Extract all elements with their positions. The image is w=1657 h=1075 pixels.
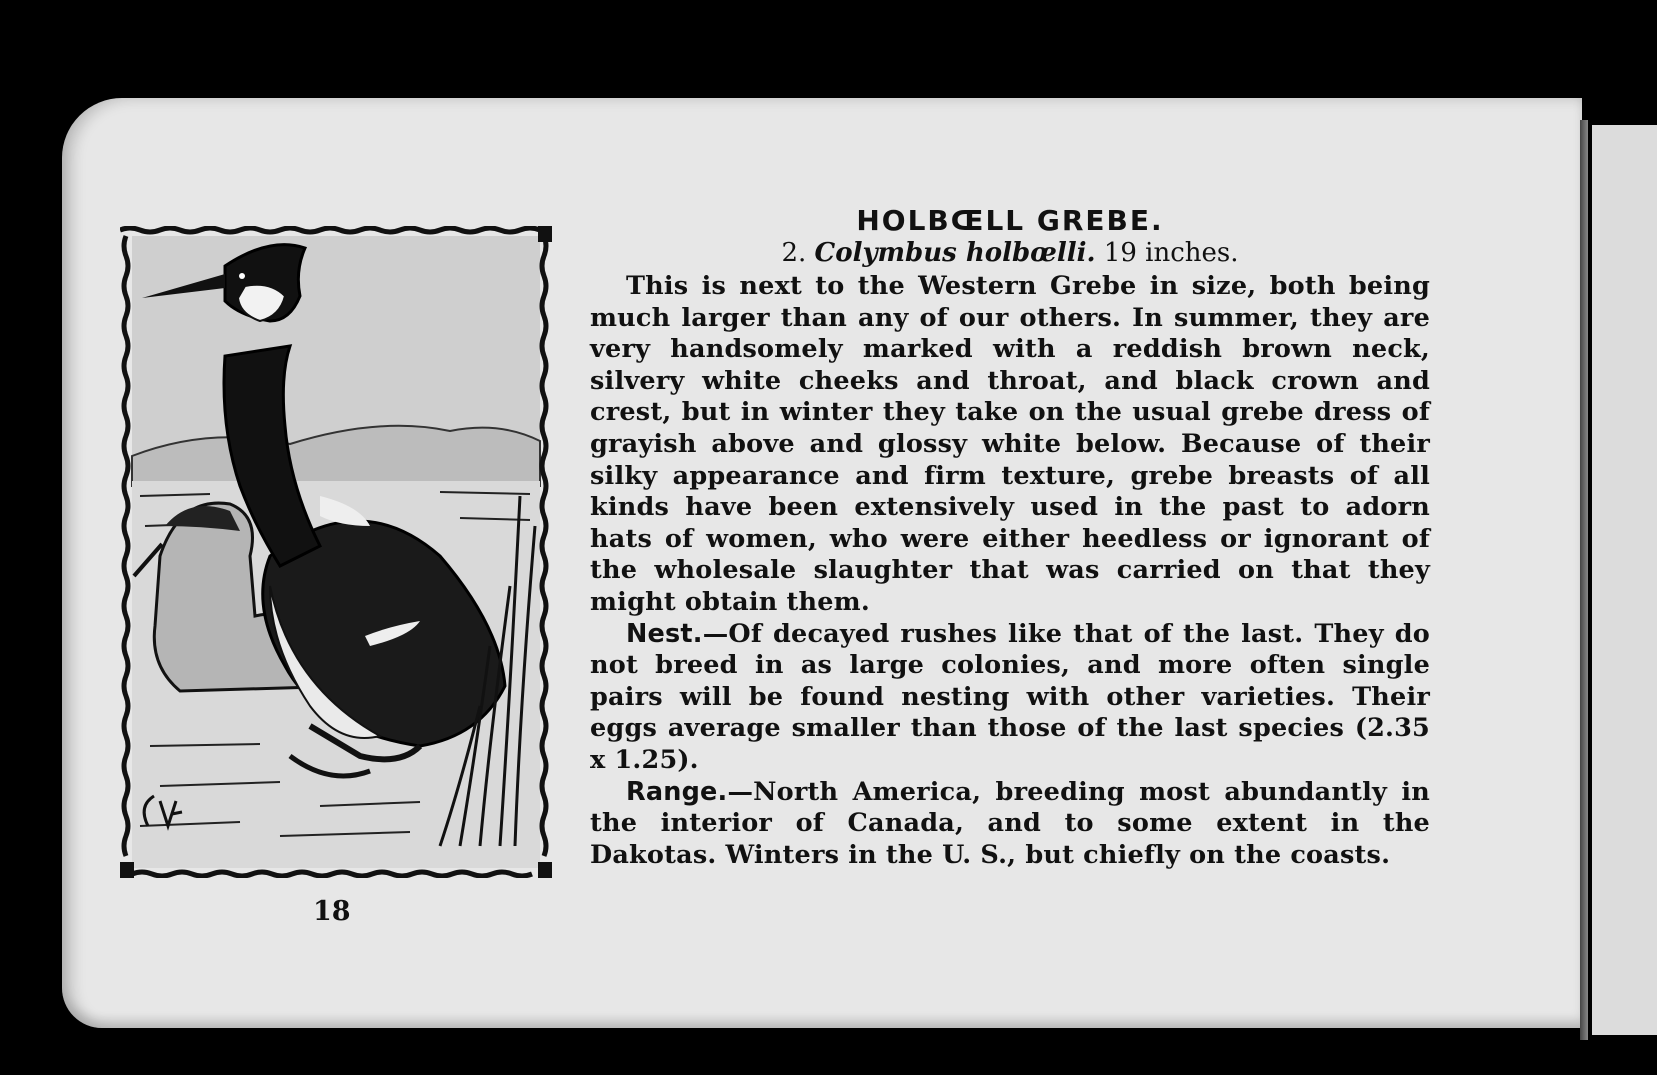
range-text: —North America, breeding most abundantly in the interior of Canada, and to some extent in the Dakotas. Winters in the U. S., but chiefly on the coasts. — [590, 776, 1430, 870]
description-paragraph: This is next to the Western Grebe in size, both being much larger than any of our others. In summer, they are very handsomely marked with a reddish brown neck, silvery white cheeks and throat, and black crown and crest, but in winter they take on the usual grebe dress of grayish above and glossy white below. Because of their silky appearance and firm texture, grebe breasts of all kinds have been extensively used in the past to adorn hats of women, who were either heedless or ignorant of the wholesale slaughter that was carried on that they might obtain them. — [590, 271, 1430, 617]
next-page-edge — [1592, 125, 1657, 1035]
entry-text — [590, 205, 1430, 871]
page-gutter — [1580, 120, 1588, 1040]
page-number: 18 — [313, 896, 351, 927]
range-label: Range. — [626, 776, 728, 807]
nest-text: —Of decayed rushes like that of the last. They do not breed in as large colonies, and more often single pairs will be found nesting with other varieties. Their eggs average smaller than those of the last species (2.35 x 1.25). — [590, 618, 1430, 775]
range-paragraph — [590, 777, 1430, 872]
species-subtitle — [590, 237, 1430, 269]
species-size: 19 inches. — [1103, 238, 1239, 268]
nest-label: Nest. — [626, 618, 703, 649]
species-title: HOLBŒLL GREBE. — [856, 204, 1164, 237]
species-number: 2. — [781, 238, 807, 268]
grebe-illustration — [120, 226, 552, 878]
scientific-name: Colymbus holbœlli. — [814, 238, 1096, 268]
nest-paragraph — [590, 619, 1430, 777]
